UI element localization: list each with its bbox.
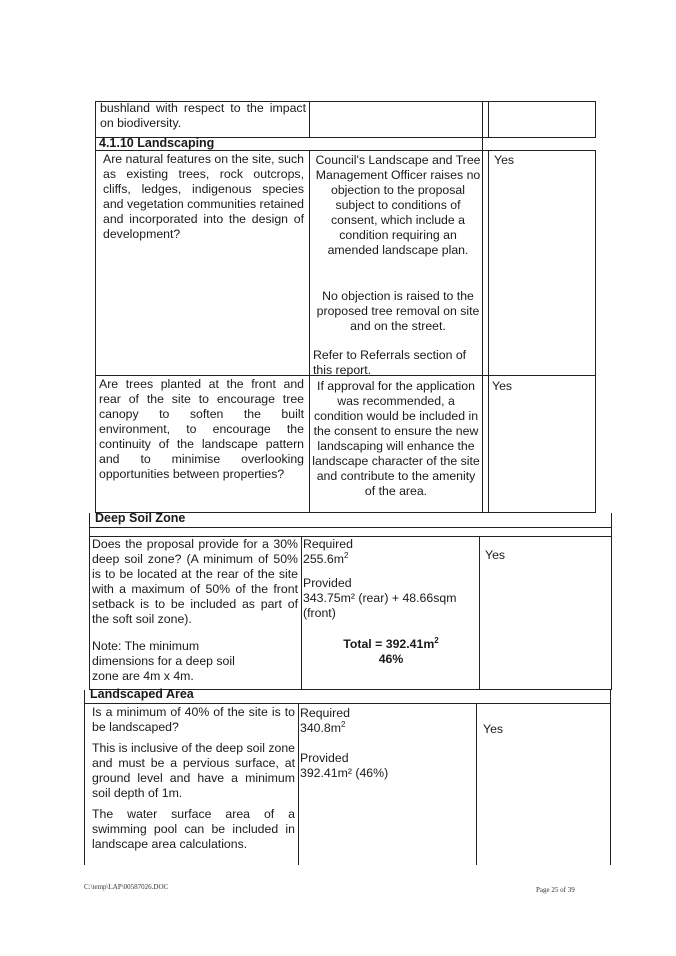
- table-rule: [482, 512, 596, 513]
- table-rule: [89, 513, 90, 690]
- table-rule: [610, 690, 611, 865]
- table-rule: [595, 150, 596, 513]
- deep-soil-note: Note: The minimum dimensions for a deep soil zone are 4m x 4m.: [92, 639, 235, 683]
- table-rule: [476, 703, 477, 865]
- table-rule: [488, 150, 489, 513]
- landscaped-question: Is a minimum of 40% of the site is to be landscaped?: [92, 705, 295, 734]
- table-rule: [482, 101, 483, 513]
- table-rule: [89, 527, 612, 528]
- compliance-yes: Yes: [485, 548, 506, 562]
- required-label: Required: [300, 706, 350, 720]
- referrals-comment: Refer to Referrals section of this report.: [313, 348, 467, 377]
- table-rule: [301, 536, 302, 690]
- table-rule: [482, 137, 596, 138]
- provided-label: Provided: [300, 751, 349, 765]
- provided-label: Provided: [303, 576, 352, 590]
- table-rule: [482, 375, 596, 376]
- approval-condition-comment: If approval for the application was recommended, a condition would be included in the consent to ensure the new landscaping will enhance the landscape character of the site and contribute to the amenity of the area.: [312, 379, 480, 498]
- table-rule: [595, 101, 596, 138]
- table-rule: [298, 703, 299, 865]
- deep-soil-total: Total = $392.41m^2$: [343, 635, 439, 651]
- table-rule: [611, 513, 612, 690]
- compliance-yes: Yes: [494, 153, 515, 167]
- deep-soil-heading: Deep Soil Zone: [95, 511, 186, 525]
- provided-value: 343.75m² (rear) + 48.66sqm (front): [303, 591, 457, 620]
- table-rule: [84, 703, 611, 704]
- required-value: $255.6m^2$: [303, 550, 349, 566]
- landscaping-heading: 4.1.10 Landscaping: [99, 136, 215, 150]
- landscaped-area-heading: Landscaped Area: [90, 687, 194, 701]
- table-rule: [482, 150, 596, 151]
- table-rule: [479, 536, 480, 690]
- table-rule: [488, 101, 489, 138]
- deep-soil-question: Does the proposal provide for a 30% deep soil zone? (A minimum of 50% is to be located at the rear of the site with a maximum of 50% of the front setback is to be included as part of the soft soil zone).: [92, 537, 298, 626]
- provided-value: 392.41m² (46%): [300, 766, 389, 780]
- swimming-pool-note: The water surface area of a swimming pool can be included in landscape area calculations.: [92, 807, 295, 851]
- compliance-yes: Yes: [483, 722, 504, 736]
- natural-features-question: Are natural features on the site, such as existing trees, rock outcrops, cliffs, ledges, indigenous species and vegetation communities retained and incorporated into the design of development?: [103, 152, 304, 241]
- required-value: $340.8m^2$: [300, 719, 346, 735]
- deep-soil-percent: 46%: [378, 652, 404, 666]
- deep-soil-inclusive-note: This is inclusive of the deep soil zone and must be a pervious surface, at ground level and have a minimum soil depth of 1m.: [92, 741, 296, 800]
- compliance-yes: Yes: [492, 379, 513, 393]
- footer-file-path: C:\temp\LAP\00587026.DOC: [84, 883, 169, 891]
- table-rule: [309, 150, 310, 513]
- table-rule: [84, 690, 85, 865]
- bushland-question: bushland with respect to the impact on biodiversity.: [100, 101, 306, 130]
- landscape-officer-comment: Council's Landscape and Tree Management Officer raises no objection to the proposal subject to conditions of consent, which include a condition requiring an amended landscape plan.: [315, 153, 481, 257]
- table-rule: [482, 101, 596, 102]
- table-rule: [95, 101, 96, 513]
- required-label: Required: [303, 537, 353, 551]
- footer-page-number: Page 25 of 39: [536, 886, 575, 894]
- tree-removal-comment: No objection is raised to the proposed tree removal on site and on the street.: [316, 289, 480, 333]
- trees-planted-question: Are trees planted at the front and rear of the site to encourage tree canopy to soften the built environment, to encourage the continuity of the landscape pattern and to minimise overlooking opportunities between properties?: [99, 377, 304, 481]
- table-rule: [309, 101, 310, 138]
